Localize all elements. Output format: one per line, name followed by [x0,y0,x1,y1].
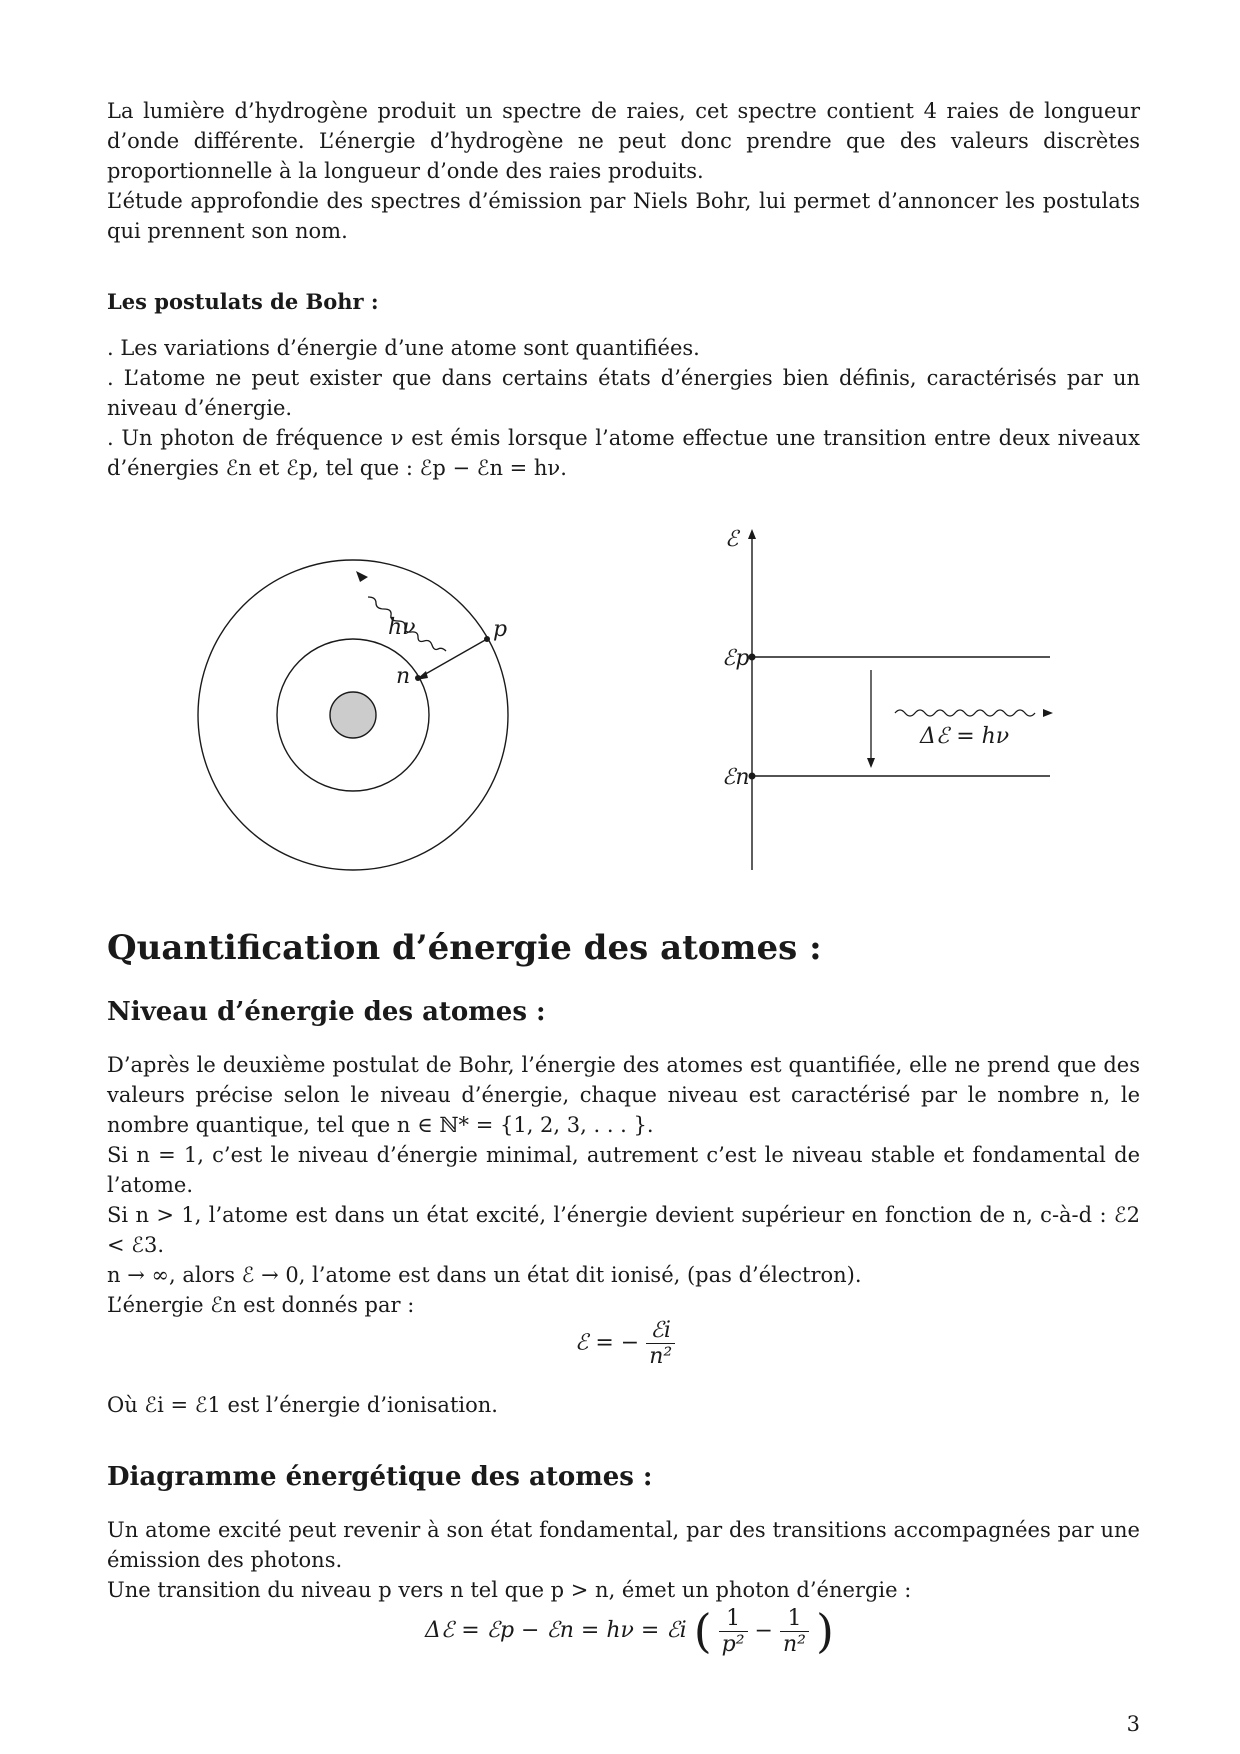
right-paren: ) [815,1604,834,1658]
intro-paragraph [107,96,1140,246]
emitted-photon-wave [895,710,1035,716]
diagramme-p1: Un atome excité peut revenir à son état fondamental, par des transitions accompagnées par une émission des photons. [107,1518,1140,1572]
energy-eq-den: n² [649,1344,673,1369]
photon-arrowhead [356,571,368,582]
postulat-1: . Les variations d’énergie d’une atome sont quantifiées. [107,336,700,360]
niveau-p5: L’énergie ℰn est donnés par : [107,1293,415,1317]
niveau-p6: Où ℰi = ℰ1 est l’énergie d’ionisation. [107,1393,498,1417]
energy-eq-fraction [646,1318,675,1369]
transition-frac-2 [780,1606,809,1657]
niveau-p2: Si n = 1, c’est le niveau d’énergie minimal, autrement c’est le niveau stable et fondamental de l’atome. [107,1143,1140,1197]
postulat-3: . Un photon de fréquence ν est émis lorsque l’atome effectue une transition entre deux niveaux d’énergies ℰn et ℰp, tel que : ℰp − ℰn = hν. [107,426,1140,480]
diagramme-p2: Une transition du niveau p vers n tel que p > n, émet un photon d’énergie : [107,1578,912,1602]
frac2-num: 1 [780,1606,809,1632]
energy-eq-num: ℰi [646,1318,675,1344]
intro-line-1: La lumière d’hydrogène produit un spectre de raies, cet spectre contient 4 raies de longueur d’onde différente. L’énergie d’hydrogène ne peut donc prendre que des valeurs discrètes proportionnelle à la longueur d’onde des raies produits. [107,99,1140,183]
section-title: Quantification d’énergie des atomes : [107,928,822,968]
postulats-list [107,333,1140,483]
postulat-2: . L’atome ne peut exister que dans certains états d’énergies bien définis, caractérisés par un niveau d’énergie. [107,366,1140,420]
page-number: 3 [1126,1712,1140,1736]
level-n-label: ℰn [722,765,750,790]
energy-eq-lhs: ℰ = − [575,1330,640,1356]
frac1-den: p² [721,1631,745,1657]
postulats-section [107,287,1140,317]
diagramme-title: Diagramme énergétique des atomes : [107,1462,653,1492]
left-paren: ( [693,1604,712,1658]
label-n: n [396,664,411,689]
delta-e-label: Δℰ = hν [920,724,1010,749]
label-p: p [493,617,508,642]
niveau-p3: Si n > 1, l’atome est dans un état excité, l’énergie devient supérieur en fonction de n, c-à-d : ℰ2 < ℰ3. [107,1203,1140,1257]
level-n-dot [749,773,756,780]
atom-orbit-figure [190,555,530,895]
intro-line-2: L’étude approfondie des spectres d’émission par Niels Bohr, lui permet d’annoncer les postulats qui prennent son nom. [107,189,1140,243]
transition-eq-lhs: Δℰ = ℰp − ℰn = hν = ℰi [425,1618,687,1643]
energy-equation [575,1318,675,1369]
down-transition-arrowhead [867,758,875,768]
energy-axis-label: ℰ [725,527,739,552]
transition-minus: − [754,1618,773,1644]
level-p-label: ℰp [722,646,750,671]
transition-frac-1 [719,1606,748,1657]
postulats-heading: Les postulats de Bohr : [107,289,379,314]
point-n [415,675,421,681]
niveau-p1: D’après le deuxième postulat de Bohr, l’énergie des atomes est quantifiée, elle ne prend que des valeurs précise selon le niveau d’énergie, chaque niveau est caractérisé par le nombre n, le nombre quantique, tel que n ∈ ℕ* = {1, 2, 3, . . . }. [107,1053,1140,1137]
transition-equation [425,1604,834,1658]
diagramme-body [107,1515,1140,1605]
emitted-photon-arrowhead [1043,709,1053,717]
niveau-p4: n → ∞, alors ℰ → 0, l’atome est dans un état dit ionisé, (pas d’électron). [107,1263,862,1287]
frac1-num: 1 [719,1606,748,1632]
frac2-den: n² [782,1631,806,1657]
niveau-title: Niveau d’énergie des atomes : [107,997,546,1027]
nucleus [330,692,376,738]
point-p [484,636,490,642]
label-hnu: hν [388,615,416,640]
energy-level-figure [710,525,1060,875]
level-p-dot [749,654,756,661]
niveau-body [107,1050,1140,1320]
energy-axis-arrowhead [748,529,756,539]
ionisation-line [107,1390,1140,1420]
